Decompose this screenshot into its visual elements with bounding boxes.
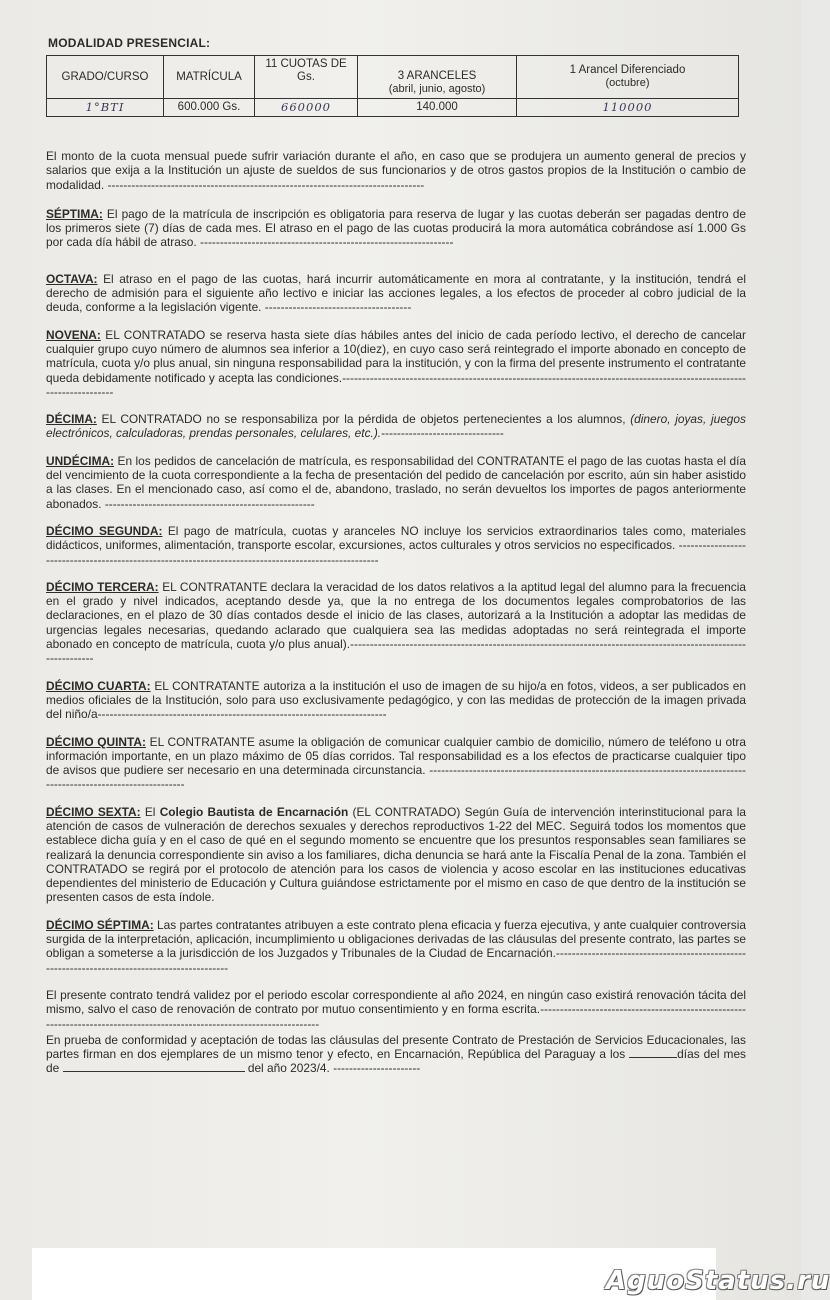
clause-decima: DÉCIMA: EL CONTRATADO no se responsabiliza por la pérdida de objetos pertenecientes a los alumnos, (dinero, joyas, juegos electrónicos, calculadoras, prendas personales, celulares, etc.).------------------------------- (46, 412, 746, 441)
clause-validez: El presente contrato tendrá validez por el periodo escolar correspondiente al año 2024, en ningún caso existirá renovación tácita del mismo, salvo el caso de renovación de contrato por mutuo consentimiento y en forma escrita.------------------------------------------------------------------------------------------------------------------------- (46, 987, 746, 1031)
header-aranceles: 3 ARANCELES (abril, junio, agosto) (358, 56, 517, 99)
month-blank (63, 1061, 245, 1072)
clause-novena: NOVENA: EL CONTRATADO se reserva hasta siete días hábiles antes del inicio de cada período lectivo, el derecho de cancelar cualquier grupo cuyo número de alumnos sea inferior a 10(diez), en cuyo caso será reintegrado el importe abonado en concepto de matrícula, cuota y/o plus anual, sin ninguna responsabilidad para la institución, y con la firma del presente instrumento el contratante queda debidamente notificado y acepta las condiciones.----------------------------------------------------------------------------------------------------------------------- (46, 327, 746, 399)
closing-signature-clause: En prueba de conformidad y aceptación de todas las cláusulas del presente Contrato de Prestación de Servicios Educacionales, las partes firman en dos ejemplares de un mismo tenor y efecto, en Encarnación, República del Paraguay a los días del mes de del año 2023/4. ---------------------- (46, 1032, 747, 1076)
header-arancel-diferenciado: 1 Arancel Diferenciado (octubre) (517, 56, 739, 99)
clause-undecima: UNDÉCIMA: En los pedidos de cancelación de matrícula, es responsabilidad del CONTRATANTE el pago de las cuotas hasta el día del vencimiento de la cuota correspondiente a la fecha de presentación del pedido de cancelación por escrito, aún sin haber asistido a las clases. En el mencionado caso, así como el de, abandono, traslado, no serán devueltos los importes de pagos anteriormente abonados. ----------------------------------------------------- (46, 453, 746, 511)
fees-value-row (47, 99, 739, 117)
contract-content (46, 36, 746, 1089)
clause-decimo-tercera: DÉCIMO TERCERA: EL CONTRATANTE declara la veracidad de los datos relativos a la aptitud legal del alumno para la frecuencia en el grado y nivel indicados, aceptando desde ya, que la no entrega de los documentos legales comprobatorios de las declaraciones, en el plazo de 30 días contados desde el inicio de las clases, autorizará a la Institución a adoptar las medidas de urgencias legales necesarias, quedando aclarado que cualquiera sea las medidas adoptadas no será reintegrada el importe abonado en concepto de matrícula, cuota y/o plus anual).---------------------------------------------------------------------------------------------------------------- (46, 579, 746, 666)
day-blank (629, 1047, 677, 1058)
cell-cuotas: 660000 (255, 99, 358, 117)
cell-aranceles: 140.000 (358, 99, 517, 117)
header-grado: GRADO/CURSO (47, 56, 164, 99)
fees-header-row (47, 56, 739, 99)
clause-decimo-quinta: DÉCIMO QUINTA: EL CONTRATANTE asume la obligación de comunicar cualquier cambio de domicilio, número de teléfono u otra información importante, en un plazo máximo de 05 días corridos. Tal responsabilidad es a los efectos de practicarse cualquier tipo de avisos que pudiere ser necesario en una determinada circunstancia. ------------------------------------------------------------------------------------------------------------------- (46, 734, 746, 792)
cell-grado: 1°BTI (47, 99, 164, 117)
clause-monto: El monto de la cuota mensual puede sufrir variación durante el año, en caso que se produjera un aumento general de precios y salarios que exija a la Institución un ajuste de sueldos de sus funcionarios y de otros gastos propios de la Institución o cambio de modalidad. -------------------------------------------------------------------------------- (46, 149, 746, 192)
header-matricula: MATRÍCULA (164, 56, 255, 99)
clause-septima: SÉPTIMA: El pago de la matrícula de inscripción es obligatoria para reserva de lugar y las cuotas deberán ser pagadas dentro de los primeros siete (7) días de cada mes. El atraso en el pago de las cuotas producirá la mora automática cobrándose así 1.000 Gs por cada día hábil de atraso. ---------------------------------------------------------------- (46, 206, 746, 250)
cell-matricula: 600.000 Gs. (164, 99, 255, 117)
cell-arancel-diferenciado: 110000 (517, 99, 739, 117)
clause-decimo-segunda: DÉCIMO SEGUNDA: El pago de matrícula, cuotas y aranceles NO incluye los servicios extraordinarios tales como, materiales didácticos, uniformes, alimentación, transporte escolar, excursiones, actos culturales y otros servicios no especificados. ----------------------------------------------------------------------------------------------------- (46, 523, 746, 567)
fees-table (46, 55, 739, 117)
header-cuotas: 11 CUOTAS DE Gs. (255, 56, 358, 99)
site-watermark: AguoStatus.ru (606, 1266, 830, 1296)
clause-decimo-sexta: DÉCIMO SEXTA: El Colegio Bautista de Encarnación (EL CONTRATADO) Según Guía de intervención interinstitucional para la atención de casos de vulneración de derechos sexuales y derechos reproductivos 1-22 del MEC. Seguirá todos los momentos que establece dicha guía y en el caso de qué en el segundo momento se encuentre que los presuntos responsables sean familiares se realizará la denuncia correspondiente sin aviso a los familiares, dicha denuncia se hará ante la Fiscalía Penal de la zona. También el CONTRATADO se regirá por el protocolo de atención para los casos de violencia y acoso escolar en las instituciones educativas dependientes del ministerio de Educación y Cultura guiándose estrictamente por el mismo en caso de que dentro de la institución se presenten casos de esta índole. (46, 804, 747, 905)
modalidad-heading: MODALIDAD PRESENCIAL: (48, 36, 211, 50)
clause-decimo-cuarta: DÉCIMO CUARTA: EL CONTRATANTE autoriza a la institución el uso de imagen de su hijo/a en fotos, videos, a ser publicados en medios oficiales de la Institución, solo para uso exclusivamente pedagógico, y con las medidas de protección de la imagen privada del niño/a------------------------------------------------------------------------- (46, 678, 746, 722)
clause-decimo-septima: DÉCIMO SÉPTIMA: Las partes contratantes atribuyen a este contrato plena eficacia y fuerza ejecutiva, y ante cualquier controversia surgida de la interpretación, aplicación, incumplimiento u obligaciones derivadas de las cláusulas del presente contrato, las partes se obligan a someterse a la jurisdicción de los Juzgados y Tribunales de la Ciudad de Encarnación.---------------------------------------------------------------------------------------------- (46, 917, 746, 975)
clause-octava: OCTAVA: El atraso en el pago de las cuotas, hará incurrir automáticamente en mora al contratante, y la institución, tendrá el derecho de admisión para el siguiente año lectivo e iniciar las acciones legales, a los efectos de proceder al cobro judicial de la deuda, conforme a la legislación vigente. ------------------------------------- (46, 271, 746, 315)
